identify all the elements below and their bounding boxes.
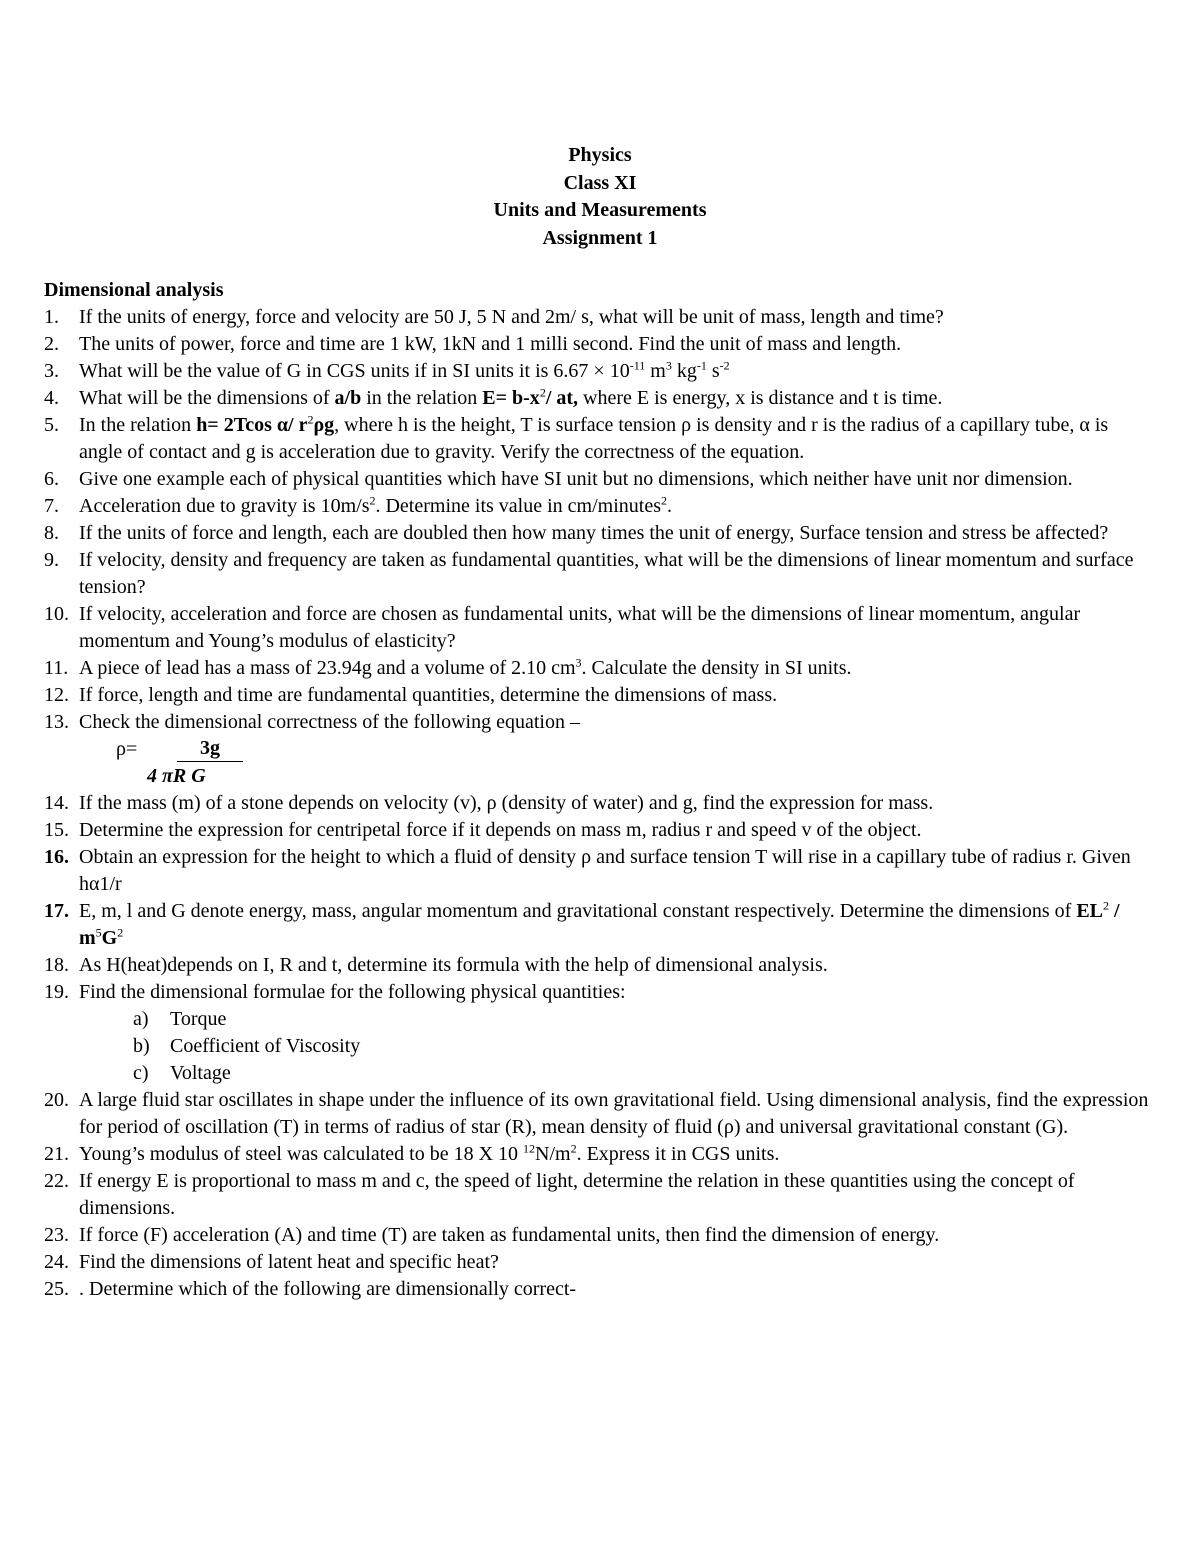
question-10 — [44, 601, 1154, 655]
text-part: E, m, l and G denote energy, mass, angular momentum and gravitational constant respectively. Determine the dimensions of — [79, 900, 1077, 922]
superscript: -1 — [696, 358, 707, 373]
formula-numerator: 3g — [177, 736, 243, 762]
question-13 — [44, 709, 1154, 736]
question-number: 25. — [44, 1278, 69, 1300]
question-text: If the mass (m) of a stone depends on velocity (v), ρ (density of water) and g, find the expression for mass. — [79, 792, 934, 814]
question-number: 16. — [44, 846, 69, 868]
question-3 — [44, 358, 1154, 385]
superscript: 2 — [117, 925, 124, 940]
formula-lhs: ρ= — [116, 738, 138, 760]
question-text — [79, 412, 1154, 466]
question-number: 21. — [44, 1143, 69, 1165]
question-text: If velocity, acceleration and force are chosen as fundamental units, what will be the dimensions of linear momentum, angular momentum and Young’s modulus of elasticity? — [79, 603, 1081, 652]
text-part: where E is energy, x is distance and t is time. — [578, 387, 943, 409]
bold-equation: / at, — [545, 387, 579, 409]
text-part: , where h is the height, T is surface tension ρ is density and r is the radius of a capillary tube, α is angle of contact and g is acceleration due to gravity. Verify the correctness of the equation. — [79, 414, 1109, 463]
question-7 — [44, 493, 1154, 520]
question-number: 8. — [44, 522, 59, 544]
formula-denominator: 4 πR G — [147, 765, 206, 787]
question-number: 22. — [44, 1170, 69, 1192]
text-part: m — [645, 360, 666, 382]
text-part: . — [666, 495, 672, 517]
question-text: As H(heat)depends on I, R and t, determine its formula with the help of dimensional analysis. — [79, 954, 828, 976]
question-text: If the units of energy, force and velocity are 50 J, 5 N and 2m/ s, what will be unit of mass, length and time? — [79, 306, 944, 328]
superscript: 3 — [575, 655, 582, 670]
superscript: 2 — [660, 493, 667, 508]
bold-expression: / m — [79, 900, 1120, 949]
density-formula — [44, 736, 1154, 790]
question-number: 5. — [44, 414, 59, 436]
question-14 — [44, 790, 1154, 817]
sub-question-text: Coefficient of Viscosity — [170, 1035, 361, 1057]
question-2 — [44, 331, 1154, 358]
question-number: 6. — [44, 468, 59, 490]
question-text — [79, 898, 1154, 952]
question-text: If velocity, density and frequency are taken as fundamental quantities, what will be the dimensions of linear momentum and surface tension? — [79, 549, 1134, 598]
question-19 — [44, 979, 1154, 1006]
question-text — [79, 358, 1154, 385]
bold-equation: E= b-x — [482, 387, 540, 409]
text-part: In the relation — [79, 414, 197, 436]
bold-term: a/b — [334, 387, 362, 409]
question-text — [79, 1141, 1154, 1168]
question-text: If force (F) acceleration (A) and time (T) are taken as fundamental units, then find the dimension of energy. — [79, 1224, 940, 1246]
question-number: 24. — [44, 1251, 69, 1273]
text-part: . Calculate the density in SI units. — [581, 657, 852, 679]
question-text: The units of power, force and time are 1 kW, 1kN and 1 milli second. Find the unit of mass and length. — [79, 333, 902, 355]
question-number: 9. — [44, 549, 59, 571]
question-text: Give one example each of physical quantities which have SI unit but no dimensions, which neither have unit nor dimension. — [79, 468, 1073, 490]
sub-question-a — [133, 1006, 1154, 1033]
sub-question-b — [133, 1033, 1154, 1060]
question-16 — [44, 844, 1154, 898]
question-4 — [44, 385, 1154, 412]
question-25 — [44, 1276, 1154, 1303]
text-part: . Determine its value in cm/minutes — [375, 495, 661, 517]
superscript: -11 — [629, 358, 646, 373]
sub-question-text: Voltage — [170, 1062, 231, 1084]
superscript: 2 — [1103, 898, 1110, 913]
sub-question-c — [133, 1060, 1154, 1087]
superscript: 2 — [570, 1141, 577, 1156]
superscript: 3 — [665, 358, 672, 373]
question-text: Obtain an expression for the height to which a fluid of density ρ and surface tension T will rise in a capillary tube of radius r. Given hα1/r — [79, 846, 1131, 895]
question-text: If energy E is proportional to mass m and c, the speed of light, determine the relation in these quantities using the concept of dimensions. — [79, 1170, 1075, 1219]
question-23 — [44, 1222, 1154, 1249]
question-1 — [44, 304, 1154, 331]
question-6 — [44, 466, 1154, 493]
question-11 — [44, 655, 1154, 682]
question-number: 1. — [44, 306, 59, 328]
question-text: Determine the expression for centripetal force if it depends on mass m, radius r and speed v of the object. — [79, 819, 922, 841]
question-text — [79, 493, 1154, 520]
question-number: 11. — [44, 657, 69, 679]
sub-question-letter: a) — [133, 1008, 149, 1030]
bold-equation: h= 2Tcos α/ r — [196, 414, 308, 436]
question-number: 19. — [44, 981, 69, 1003]
section-heading: Dimensional analysis — [44, 279, 224, 301]
superscript: 12 — [523, 1141, 536, 1156]
text-part: . Express it in CGS units. — [576, 1143, 780, 1165]
question-text: Check the dimensional correctness of the following equation – — [79, 711, 580, 733]
question-number: 14. — [44, 792, 69, 814]
question-21 — [44, 1141, 1154, 1168]
question-text — [79, 385, 1154, 412]
sub-question-letter: b) — [133, 1035, 150, 1057]
assignment-title: Assignment 1 — [542, 226, 658, 249]
question-text: If force, length and time are fundamental quantities, determine the dimensions of mass. — [79, 684, 778, 706]
question-number: 10. — [44, 603, 69, 625]
question-12 — [44, 682, 1154, 709]
question-number: 15. — [44, 819, 69, 841]
question-text: If the units of force and length, each are doubled then how many times the unit of energy, Surface tension and stress be affected? — [79, 522, 1109, 544]
text-part: s — [706, 360, 720, 382]
question-8 — [44, 520, 1154, 547]
question-text: A large fluid star oscillates in shape under the influence of its own gravitational field. Using dimensional analysis, find the expression for period of oscillation (T) in terms of radius of star (R), mean density of fluid (ρ) and universal gravitational constant (G). — [79, 1089, 1149, 1138]
text-part: What will be the value of G in CGS units if in SI units it is 6.67 × 10 — [79, 360, 630, 382]
question-number: 7. — [44, 495, 59, 517]
question-number: 18. — [44, 954, 69, 976]
question-17 — [44, 898, 1154, 952]
question-text: Find the dimensions of latent heat and specific heat? — [79, 1251, 499, 1273]
question-22 — [44, 1168, 1154, 1222]
question-number: 12. — [44, 684, 69, 706]
question-number: 17. — [44, 900, 69, 922]
question-20 — [44, 1087, 1154, 1141]
question-number: 4. — [44, 387, 59, 409]
bold-expression: G — [101, 927, 118, 949]
bold-equation: ρg — [313, 414, 335, 436]
text-part: kg — [671, 360, 697, 382]
text-part: What will be the dimensions of — [79, 387, 335, 409]
text-part: Acceleration due to gravity is 10m/s — [79, 495, 370, 517]
question-9 — [44, 547, 1154, 601]
question-number: 13. — [44, 711, 69, 733]
question-number: 2. — [44, 333, 59, 355]
document-header — [0, 142, 1200, 252]
sub-question-list — [44, 1006, 1154, 1087]
question-text: Find the dimensional formulae for the following physical quantities: — [79, 981, 626, 1003]
chapter-title: Units and Measurements — [493, 199, 707, 221]
sub-question-letter: c) — [133, 1062, 149, 1084]
question-15 — [44, 817, 1154, 844]
text-part: in the relation — [361, 387, 483, 409]
question-number: 20. — [44, 1089, 69, 1111]
question-18 — [44, 952, 1154, 979]
bold-expression: EL — [1076, 900, 1104, 922]
question-text — [79, 655, 1154, 682]
question-24 — [44, 1249, 1154, 1276]
question-text: . Determine which of the following are dimensionally correct- — [79, 1278, 577, 1300]
text-part: N/m — [535, 1143, 571, 1165]
question-5 — [44, 412, 1154, 466]
subject-title: Physics — [568, 144, 632, 166]
superscript: 5 — [95, 925, 102, 940]
superscript: -2 — [719, 358, 730, 373]
text-part: Young’s modulus of steel was calculated to be 18 X 10 — [79, 1143, 524, 1165]
class-title: Class XI — [563, 171, 637, 194]
superscript: 2 — [369, 493, 376, 508]
question-number: 23. — [44, 1224, 69, 1246]
sub-question-text: Torque — [170, 1008, 227, 1030]
superscript: 2 — [539, 385, 546, 400]
superscript: 2 — [307, 412, 314, 427]
question-number: 3. — [44, 360, 59, 382]
text-part: A piece of lead has a mass of 23.94g and a volume of 2.10 cm — [79, 657, 576, 679]
question-list — [44, 304, 1154, 1303]
